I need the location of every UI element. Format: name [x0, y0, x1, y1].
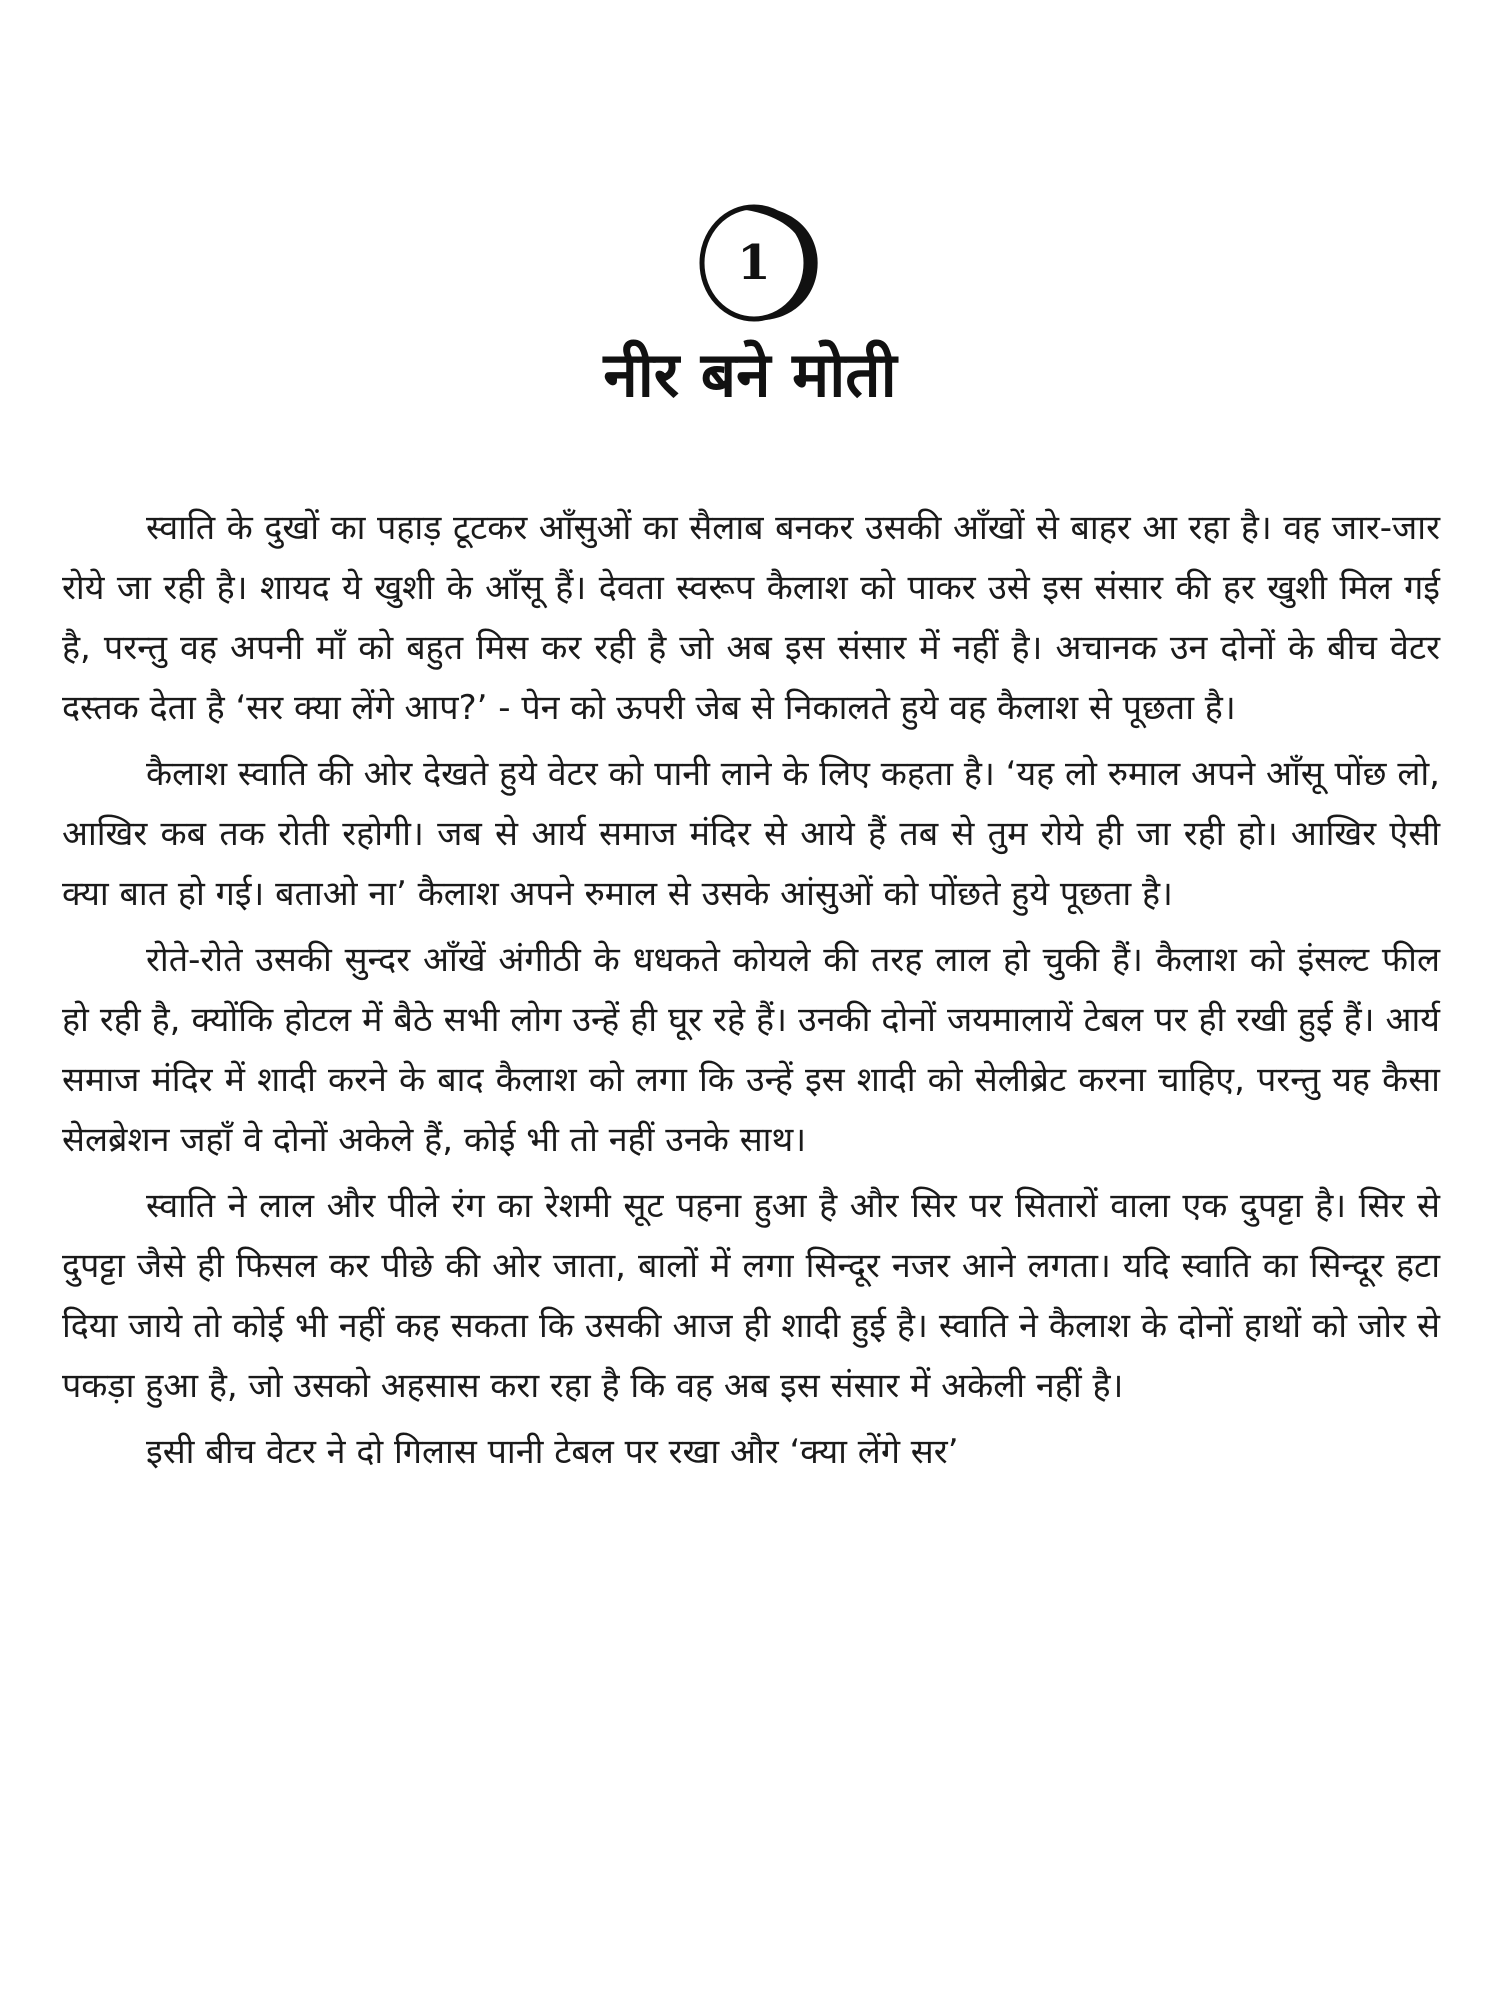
paragraph: कैलाश स्वाति की ओर देखते हुये वेटर को पानी लाने के लिए कहता है। ‘यह लो रुमाल अपने आँसू पोंछ लो, आखिर कब तक रोती रहोगी। जब से आर्य समाज मंदिर से आये हैं तब से तुम रोये ही जा रही हो। आखिर ऐसी क्या बात हो गई। बताओ ना’ कैलाश अपने रुमाल से उसके आंसुओं को पोंछते हुये पूछता है। [62, 754, 1440, 914]
paragraph: स्वाति ने लाल और पीले रंग का रेशमी सूट पहना हुआ है और सिर पर सितारों वाला एक दुपट्टा है। सिर से दुपट्टा जैसे ही फिसल कर पीछे की ओर जाता, बालों में लगा सिन्दूर नजर आने लगता। यदि स्वाति का सिन्दूर हटा दिया जाये तो कोई भी नहीं कह सकता कि उसकी आज ही शादी हुई है। स्वाति ने कैलाश के दोनों हाथों को जोर से पकड़ा हुआ है, जो उसको अहसास करा रहा है कि वह अब इस संसार में अकेली नहीं है। [62, 1186, 1440, 1406]
paragraph: स्वाति के दुखों का पहाड़ टूटकर आँसुओं का सैलाब बनकर उसकी आँखों से बाहर आ रहा है। वह जार-जार रोये जा रही है। शायद ये खुशी के आँसू हैं। देवता स्वरूप कैलाश को पाकर उसे इस संसार की हर खुशी मिल गई है, परन्तु वह अपनी माँ को बहुत मिस कर रही है जो अब इस संसार में नहीं है। अचानक उन दोनों के बीच वेटर दस्तक देता है ‘सर क्या लेंगे आप?’ - पेन को ऊपरी जेब से निकालते हुये वह कैलाश से पूछता है। [62, 508, 1440, 728]
chapter-body [62, 498, 1440, 1488]
paragraph: रोते-रोते उसकी सुन्दर आँखें अंगीठी के धधकते कोयले की तरह लाल हो चुकी हैं। कैलाश को इंसल्ट फील हो रही है, क्योंकि होटल में बैठे सभी लोग उन्हें ही घूर रहे हैं। उनकी दोनों जयमालायें टेबल पर ही रखी हुई हैं। आर्य समाज मंदिर में शादी करने के बाद कैलाश को लगा कि उन्हें इस शादी को सेलीब्रेट करना चाहिए, परन्तु यह कैसा सेलब्रेशन जहाँ वे दोनों अकेले हैं, कोई भी तो नहीं उनके साथ। [62, 940, 1441, 1160]
chapter-number-badge [695, 200, 825, 330]
chapter-number: 1 [737, 235, 771, 291]
paragraph: इसी बीच वेटर ने दो गिलास पानी टेबल पर रखा और ‘क्या लेंगे सर’ [146, 1432, 959, 1472]
chapter-title: नीर बने मोती [603, 338, 897, 411]
